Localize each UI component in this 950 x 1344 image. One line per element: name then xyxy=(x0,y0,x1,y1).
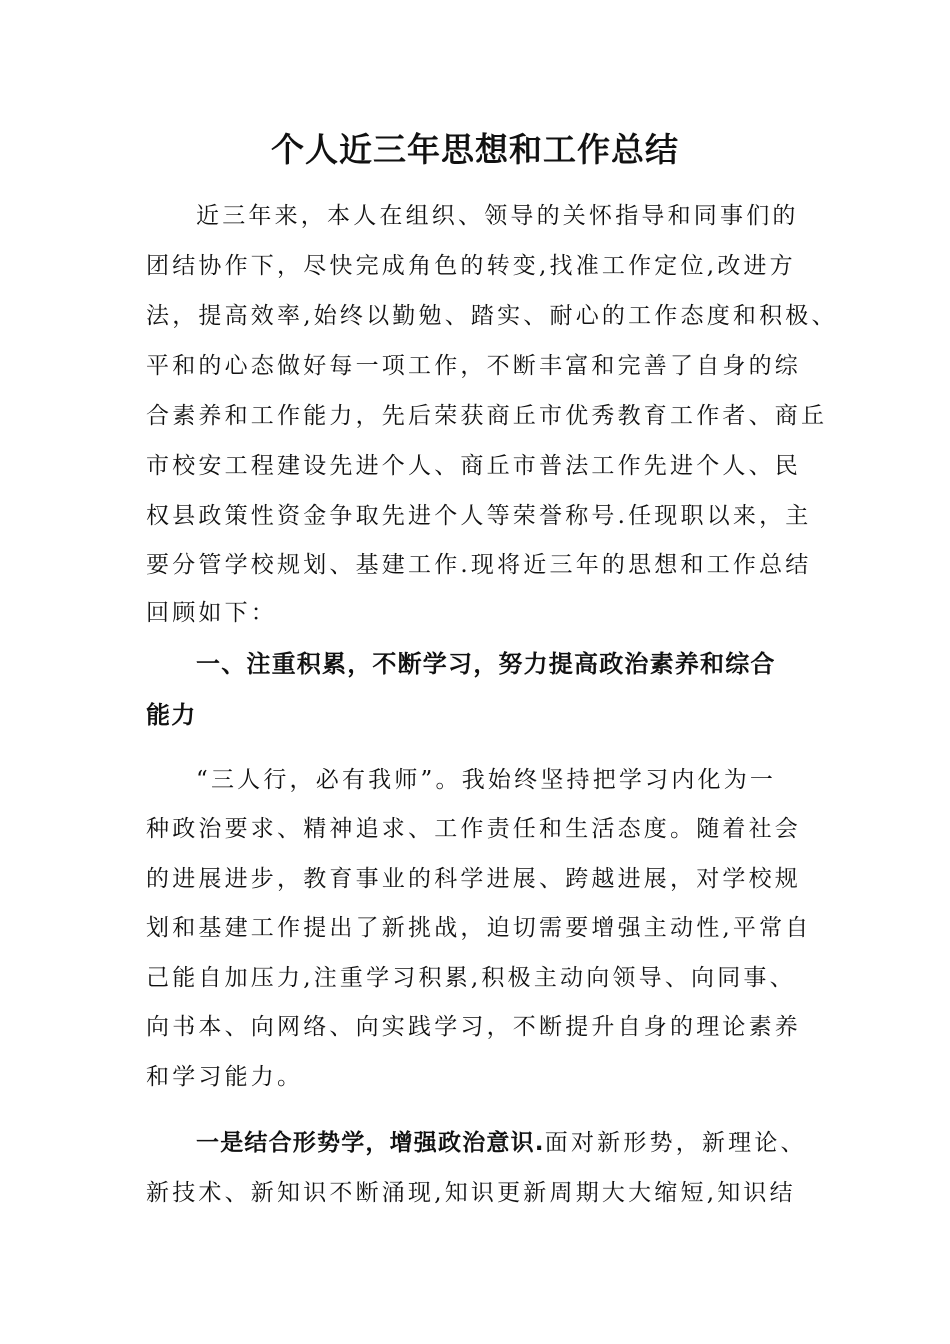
paragraph-line: 近三年来，本人在组织、领导的关怀指导和同事们的 xyxy=(196,203,799,229)
paragraph-line: 平和的心态做好每一项工作，不断丰富和完善了自身的综 xyxy=(146,353,801,379)
paragraph-line: 的进展进步，教育事业的科学进展、跨越进展，对学校规 xyxy=(146,866,801,892)
paragraph-line: 种政治要求、精神追求、工作责任和生活态度。随着社会 xyxy=(146,816,801,842)
document-title: 个人近三年思想和工作总结 xyxy=(271,130,679,169)
paragraph-line: 向书本、向网络、向实践学习，不断提升自身的理论素养 xyxy=(146,1014,801,1040)
paragraph-line: “三人行，必有我师”。我始终坚持把学习内化为一 xyxy=(196,767,777,793)
point-lead-bold: 一是结合形势学，增强政治意识. xyxy=(196,1130,545,1156)
paragraph-line: 市校安工程建设先进个人、商丘市普法工作先进个人、民 xyxy=(146,453,801,479)
paragraph-line: 划和基建工作提出了新挑战，迫切需要增强主动性,平常自 xyxy=(146,915,812,941)
paragraph-line: 团结协作下，尽快完成角色的转变,找准工作定位,改进方 xyxy=(146,253,796,279)
paragraph-line: 权县政策性资金争取先进个人等荣誉称号.任现职以来，主 xyxy=(146,503,812,529)
paragraph-line: 新技术、新知识不断涌现,知识更新周期大大缩短,知识结 xyxy=(146,1180,796,1206)
point-lead-rest: 面对新形势，新理论、 xyxy=(544,1130,807,1156)
paragraph-line: 己能自加压力,注重学习积累,积极主动向领导、向同事、 xyxy=(146,965,796,991)
paragraph-line xyxy=(196,1128,807,1158)
paragraph-line: 合素养和工作能力，先后荣获商丘市优秀教育工作者、商丘 xyxy=(146,403,828,429)
paragraph-line: 回顾如下： xyxy=(146,600,277,626)
section-heading-line: 一、注重积累，不断学习，努力提高政治素养和综合 xyxy=(196,650,776,678)
paragraph-line: 和学习能力。 xyxy=(146,1064,304,1090)
paragraph-line: 法，提高效率,始终以勤勉、踏实、耐心的工作态度和积极、 xyxy=(146,303,838,329)
section-heading-line: 能力 xyxy=(146,701,197,729)
paragraph-line: 要分管学校规划、基建工作.现将近三年的思想和工作总结 xyxy=(146,552,812,578)
